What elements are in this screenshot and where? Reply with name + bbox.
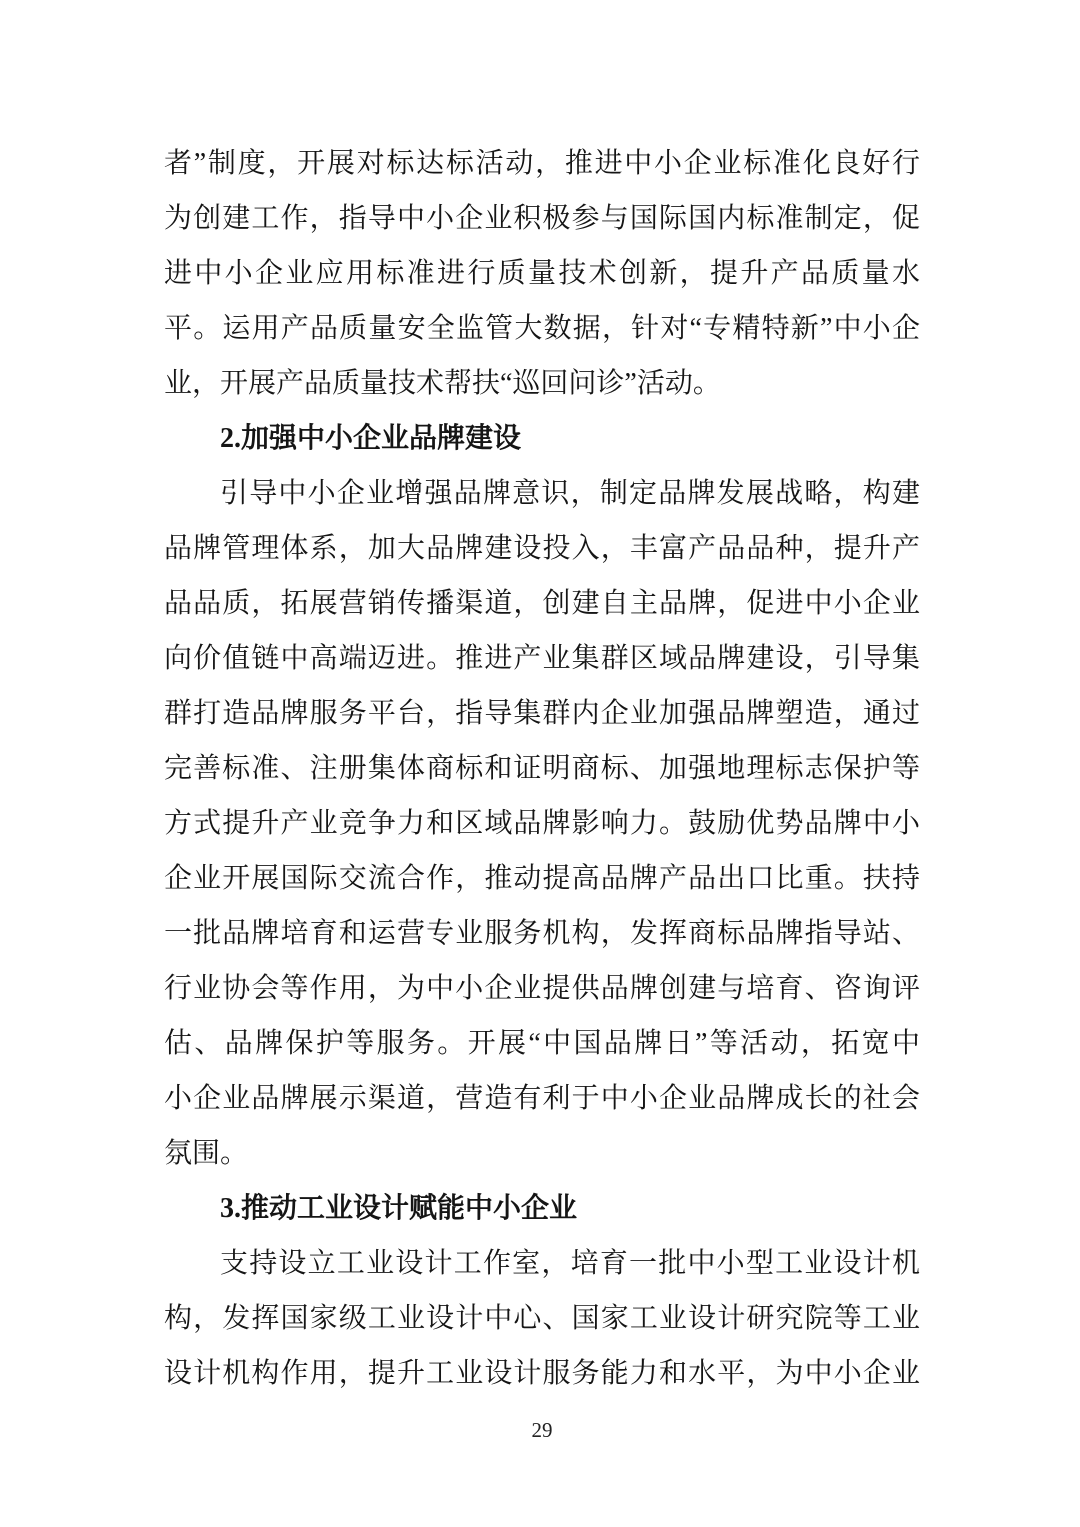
body-line: 氛围。 (164, 1138, 249, 1169)
body-line: 进中小企业应用标准进行质量技术创新，提升产品质量水 (164, 258, 920, 289)
page-number: 29 (531, 1418, 553, 1442)
body-line: 者”制度，开展对标达标活动，推进中小企业标准化良好行 (164, 148, 920, 179)
section-heading-brand-building: 2.加强中小企业品牌建设 (220, 423, 522, 454)
body-line: 一批品牌培育和运营专业服务机构，发挥商标品牌指导站、 (164, 918, 920, 949)
body-line: 方式提升产业竞争力和区域品牌影响力。鼓励优势品牌中小 (164, 808, 920, 839)
body-line: 构，发挥国家级工业设计中心、国家工业设计研究院等工业 (164, 1303, 920, 1334)
body-line: 平。运用产品质量安全监管大数据，针对“专精特新”中小企 (164, 313, 920, 344)
body-line: 品牌管理体系，加大品牌建设投入，丰富产品品种，提升产 (164, 533, 920, 564)
body-line: 企业开展国际交流合作，推动提高品牌产品出口比重。扶持 (164, 863, 920, 894)
body-line: 为创建工作，指导中小企业积极参与国际国内标准制定，促 (164, 203, 920, 234)
body-line: 引导中小企业增强品牌意识，制定品牌发展战略，构建 (220, 478, 920, 509)
body-line: 群打造品牌服务平台，指导集群内企业加强品牌塑造，通过 (164, 698, 920, 729)
body-line: 支持设立工业设计工作室，培育一批中小型工业设计机 (220, 1248, 920, 1279)
body-line: 业，开展产品质量技术帮扶“巡回问诊”活动。 (164, 368, 721, 399)
body-line: 向价值链中高端迈进。推进产业集群区域品牌建设，引导集 (164, 643, 920, 674)
body-line: 完善标准、注册集体商标和证明商标、加强地理标志保护等 (164, 753, 920, 784)
body-line: 小企业品牌展示渠道，营造有利于中小企业品牌成长的社会 (164, 1083, 920, 1114)
body-line: 估、品牌保护等服务。开展“中国品牌日”等活动，拓宽中 (164, 1028, 920, 1059)
body-line: 设计机构作用，提升工业设计服务能力和水平，为中小企业 (164, 1358, 920, 1389)
section-heading-industrial-design: 3.推动工业设计赋能中小企业 (220, 1193, 578, 1224)
body-line: 行业协会等作用，为中小企业提供品牌创建与培育、咨询评 (164, 973, 920, 1004)
body-line: 品品质，拓展营销传播渠道，创建自主品牌，促进中小企业 (164, 588, 920, 619)
